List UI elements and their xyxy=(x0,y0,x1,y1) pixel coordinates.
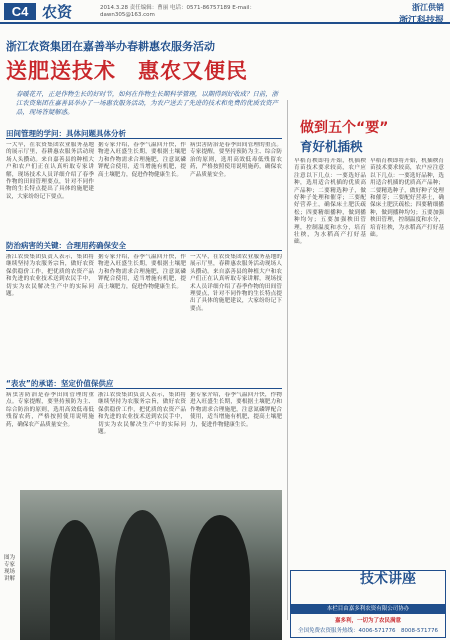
subhead-2: 防治病害的关键：合理用药确保安全 xyxy=(6,240,282,251)
body-block-4: 浙江农资集团负责人表示，集团将继续坚持为农服务宗旨，做好农资保供稳价工作，把优质的农资产品和先进的农业技术送到农民手中，切实为农民解决生产中的实际问题。 xyxy=(6,254,94,298)
subhead-1: 田间管理的学问：具体问题具体分析 xyxy=(6,128,282,139)
body-block-1: 一大早，在农资集团农业服务基地的展示厅里，春耕惠农服务活动现场人头攒动。来自嘉善县的种植大户和农户们正在认真听取专家讲解，现场技术人员详细介绍了春季作物的田间管理要点，针对不同作物的生长特点提出了具体的施肥建议，大家纷纷记下要点。 xyxy=(6,142,94,200)
column-divider xyxy=(287,100,288,620)
masthead xyxy=(399,2,444,26)
page-header xyxy=(0,0,450,24)
photo-person xyxy=(190,515,250,640)
right-body-col-1: 早稻育秧即将开始，机插秧育苗技术要求较高，农户应注意以下几点：一要选好品种，选用适合机插的优质高产品种；二要精选种子，做好种子处理和催芽；三要配好营养土，确保床土肥沃疏松；四要精细播种，做到播种均匀；五要加强秧田管理，控制温度和水分，培育壮秧，为水稻高产打好基础。 xyxy=(294,158,366,246)
article-lead: 春暖花开，正是作物生长的好时节，如何在作物生长期科学管理，以期得到好收成？日前，浙江农资集团在嘉善县举办了一场惠农服务活动，为农户送去了先进的技术和免费的优质农资产品，现场答疑解惑。 xyxy=(16,90,279,116)
section-badge: C4 xyxy=(4,3,36,20)
right-body-col-2: 早稻育秧即将开始，机插秧育苗技术要求较高，农户应注意以下几点：一要选好品种，选用适合机插的优质高产品种；二要精选种子，做好种子处理和催芽；三要配好营养土，确保床土肥沃疏松；四要精细播种，做到播种均匀；五要加强秧田管理，控制温度和水分，培育壮秧，为水稻高产打好基础。 xyxy=(370,158,444,239)
ad-band: 本栏目由嘉多利农资有限公司协办 xyxy=(290,604,446,614)
right-title-blue: 育好机插秧 xyxy=(300,139,363,154)
ad-title: 技术讲座 xyxy=(360,571,416,587)
ad-hotline: 全国免费农资服务热线：4006-571776 8008-571776 xyxy=(298,628,438,634)
section-name: 农资 xyxy=(42,4,73,21)
body-block-8: 浙江农资集团负责人表示，集团将继续坚持为农服务宗旨，做好农资保供稳价工作，把优质的农资产品和先进的农业技术送到农民手中，切实为农民解决生产中的实际问题。 xyxy=(98,392,186,436)
body-block-5: 据专家介绍，春季气温回升快，作物进入旺盛生长期，要根据土壤肥力和作物需求合理施肥，注意氮磷钾配合使用，适当增施有机肥，提高土壤肥力，促进作物健康生长。 xyxy=(98,254,186,290)
article-kicker: 浙江农资集团在嘉善举办春耕惠农服务活动 xyxy=(6,40,215,53)
body-block-7: 病虫害防治是春季田间管理的重点。专家提醒，要坚持预防为主、综合防治的原则，选用高效低毒低残留农药，严格按照使用说明施药，确保农产品质量安全。 xyxy=(6,392,94,428)
body-block-3: 病虫害防治是春季田间管理的重点。专家提醒，要坚持预防为主、综合防治的原则，选用高效低毒低残留农药，严格按照使用说明施药，确保农产品质量安全。 xyxy=(190,142,282,178)
ad-slogan: 嘉多利，一切为了农民满意 xyxy=(334,618,401,624)
subhead-3: “表农”的承诺：坚定价值保供应 xyxy=(6,378,282,389)
masthead-small: 浙江供销 xyxy=(412,3,444,12)
photo-person xyxy=(50,520,100,640)
right-title-red: 做到五个“要” xyxy=(300,120,389,136)
photo-person xyxy=(115,510,170,640)
body-block-6: 一大早，在农资集团农业服务基地的展示厅里，春耕惠农服务活动现场人头攒动。来自嘉善县的种植大户和农户们正在认真听取专家讲解，现场技术人员详细介绍了春季作物的田间管理要点，针对不同作物的生长特点提出了具体的施肥建议，大家纷纷记下要点。 xyxy=(190,254,282,312)
masthead-name: 浙江科技报 xyxy=(398,16,444,26)
photo-caption: 图为专家现场讲解 xyxy=(4,555,16,582)
header-meta: 2014.3.28 责任编辑：曹丽 电话：0571-86757189 E-mail：dawn305@163.com xyxy=(100,5,255,18)
body-block-9: 据专家介绍，春季气温回升快，作物进入旺盛生长期，要根据土壤肥力和作物需求合理施肥，注意氮磷钾配合使用，适当增施有机肥，提高土壤肥力，促进作物健康生长。 xyxy=(190,392,282,428)
article-photo xyxy=(20,490,282,640)
article-headline: 送肥送技术 惠农又便民 xyxy=(6,59,248,83)
body-block-2: 据专家介绍，春季气温回升快，作物进入旺盛生长期，要根据土壤肥力和作物需求合理施肥，注意氮磷钾配合使用，适当增施有机肥，提高土壤肥力，促进作物健康生长。 xyxy=(98,142,186,178)
